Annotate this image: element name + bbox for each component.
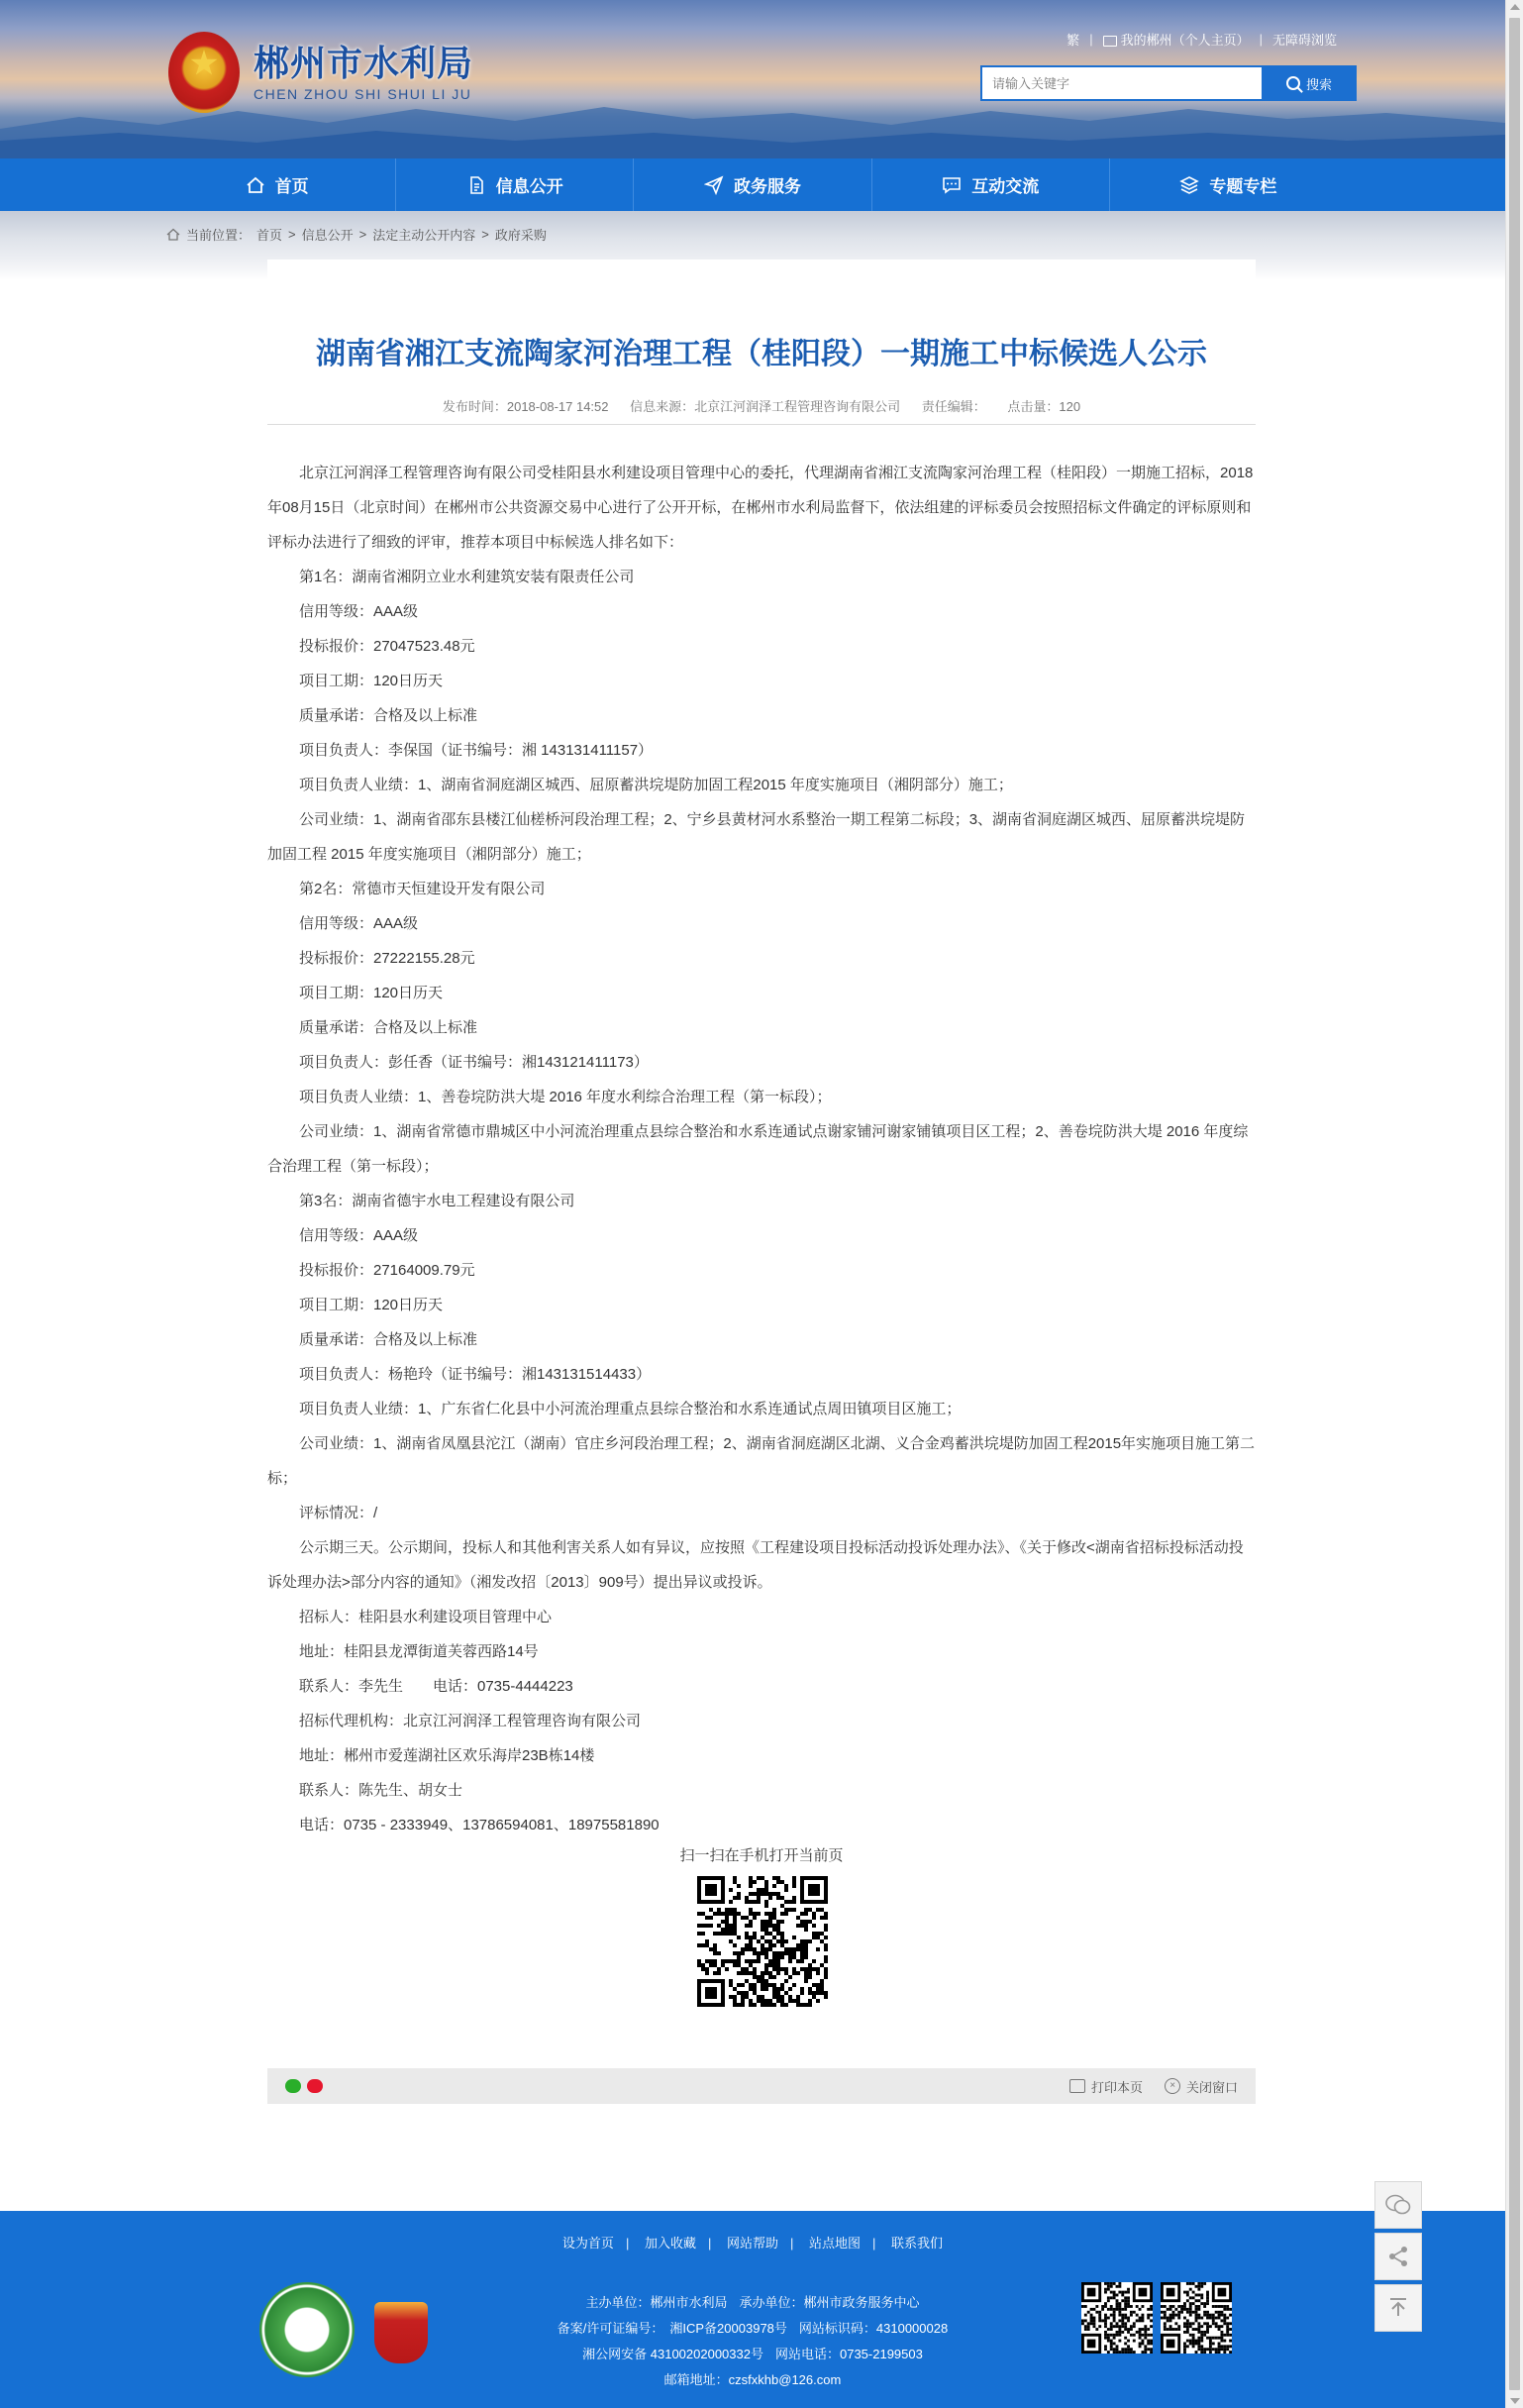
- host-org: 主办单位：郴州市水利局: [585, 2295, 728, 2310]
- undertake-org: 承办单位：郴州市政务服务中心: [739, 2295, 920, 2310]
- article-paragraph: 项目工期：120日历天: [299, 1297, 444, 1313]
- search-button-label: 搜索: [1305, 76, 1332, 92]
- print-label: 打印本页: [1090, 2079, 1143, 2095]
- share-icon: [1386, 2245, 1410, 2268]
- breadcrumb-separator: >: [481, 227, 489, 242]
- site-logo[interactable]: [168, 32, 473, 113]
- article-container: [267, 260, 1256, 2102]
- footer-link-contact[interactable]: 联系我们: [891, 2236, 944, 2251]
- article-paragraph: 招标代理机构：北京江河润泽工程管理咨询有限公司: [299, 1713, 642, 1729]
- article-paragraph: 质量承诺：合格及以上标准: [299, 1019, 478, 1036]
- main-nav: [0, 158, 1505, 211]
- share-icons: [285, 2079, 323, 2093]
- article-paragraph: 联系人：陈先生、胡女士: [299, 1782, 463, 1799]
- nav-label: 信息公开: [495, 177, 563, 196]
- article-paragraph: 第3名：湖南省德宇水电工程建设有限公司: [299, 1193, 575, 1209]
- wechat-share-icon[interactable]: [285, 2079, 301, 2093]
- article-paragraph: 联系人：李先生 电话：0735-4444223: [299, 1678, 573, 1695]
- nav-label: 首页: [274, 177, 309, 196]
- article-title: 湖南省湘江支流陶家河治理工程（桂阳段）一期施工中标候选人公示: [316, 338, 1207, 370]
- article-paragraph: 评标情况：/: [299, 1505, 378, 1521]
- breadcrumb-item[interactable]: 信息公开: [301, 228, 354, 243]
- qr-caption: 扫一扫在手机打开当前页: [679, 1847, 844, 1864]
- nav-label: 政务服务: [734, 177, 801, 196]
- article-paragraph: 投标报价：27047523.48元: [299, 638, 475, 655]
- site-id: 网站标识码：4310000028: [798, 2321, 949, 2336]
- separator: |: [625, 2236, 630, 2251]
- breadcrumb-item[interactable]: 政府采购: [494, 228, 547, 243]
- nav-item-gov-service[interactable]: [634, 158, 871, 211]
- article-paragraph: 质量承诺：合格及以上标准: [299, 707, 478, 724]
- site-email: 邮箱地址：czsfxkhb@126.com: [663, 2372, 842, 2387]
- wechat-float-button[interactable]: [1374, 2181, 1422, 2229]
- article-paragraph: 公司业绩：1、湖南省凤凰县沱江（湖南）官庄乡河段治理工程；2、湖南省洞庭湖区北湖、义合金鸡蓄洪垸堤防加固工程2015年实施项目施工第二标；: [267, 1435, 1256, 1487]
- article-source: 信息来源：北京江河润泽工程管理咨询有限公司: [630, 399, 901, 414]
- separator: |: [1089, 32, 1093, 47]
- article-paragraph: 信用等级：AAA级: [299, 1227, 419, 1244]
- search-icon: [1286, 76, 1300, 90]
- article-paragraph: 投标报价：27164009.79元: [299, 1262, 475, 1279]
- page-qr-code: [697, 1876, 828, 2007]
- article-paragraph: 项目工期：120日历天: [299, 673, 444, 689]
- send-icon: [704, 175, 724, 195]
- publish-date: 发布时间：2018-08-17 14:52: [442, 399, 609, 414]
- breadcrumb-separator: >: [358, 227, 367, 242]
- back-to-top-button[interactable]: [1374, 2284, 1422, 2332]
- article-paragraph: 地址：郴州市爱莲湖社区欢乐海岸23B栋14楼: [299, 1747, 595, 1764]
- share-bar: [267, 2068, 1256, 2104]
- scrollbar-thumb[interactable]: [1509, 18, 1520, 2390]
- chat-icon: [942, 175, 962, 195]
- weibo-share-icon[interactable]: [307, 2079, 323, 2093]
- site-phone: 网站电话：0735-2199503: [774, 2347, 923, 2361]
- close-icon: ×: [1165, 2078, 1180, 2094]
- arrow-up-icon: [1386, 2296, 1410, 2320]
- scroll-down-arrow-icon[interactable]: [1510, 2398, 1520, 2404]
- article-meta: [267, 396, 1256, 415]
- article-paragraph: 项目负责人业绩：1、善卷垸防洪大堤 2016 年度水利综合治理工程（第一标段）；: [299, 1089, 832, 1105]
- floating-toolbar: [1374, 2181, 1422, 2332]
- article-paragraph: 公司业绩：1、湖南省邵东县楼江仙槎桥河段治理工程；2、宁乡县黄材河水系整治一期工程第二标段；3、湖南省洞庭湖区城西、屈原蓄洪垸堤防加固工程 2015 年度实施项目（湘阴部分）施工；: [267, 811, 1246, 863]
- monitor-icon: [1103, 36, 1117, 47]
- article-paragraph: 投标报价：27222155.28元: [299, 950, 475, 967]
- separator: |: [790, 2236, 794, 2251]
- top-links: [1066, 30, 1337, 49]
- article-paragraph: 项目负责人：杨艳玲（证书编号：湘143131514433）: [299, 1366, 652, 1383]
- footer-links: [0, 2233, 1505, 2251]
- nav-item-info-public[interactable]: [396, 158, 634, 211]
- article-paragraph: 第2名：常德市天恒建设开发有限公司: [299, 881, 546, 897]
- printer-icon: [1069, 2079, 1085, 2093]
- footer-link-sitemap[interactable]: 站点地图: [809, 2236, 862, 2251]
- home-icon: [166, 228, 180, 241]
- footer-qr-code: [1161, 2282, 1232, 2354]
- accessibility-link[interactable]: 无障碍浏览: [1271, 33, 1337, 48]
- article-body: [267, 456, 1256, 1842]
- close-window-button[interactable]: [1165, 2077, 1238, 2096]
- police-record[interactable]: 湘公网安备 43100202000332号: [582, 2347, 763, 2361]
- national-emblem-icon: [168, 32, 240, 113]
- article-paragraph: 电话：0735 - 2333949、13786594081、18975581890: [299, 1817, 660, 1833]
- share-actions: [1069, 2077, 1238, 2096]
- separator: |: [1259, 32, 1263, 47]
- layers-icon: [1179, 175, 1199, 195]
- search-button[interactable]: [1262, 65, 1357, 101]
- document-icon: [466, 175, 486, 195]
- article-paragraph: 项目负责人：彭任香（证书编号：湘143121411173）: [299, 1054, 649, 1071]
- breadcrumb-item[interactable]: 法定主动公开内容: [372, 228, 476, 243]
- share-float-button[interactable]: [1374, 2233, 1422, 2280]
- title-divider: [267, 424, 1256, 425]
- footer-link-help[interactable]: 网站帮助: [726, 2236, 778, 2251]
- nav-item-special-topics[interactable]: [1110, 158, 1347, 211]
- article-editor: 责任编辑：: [921, 399, 986, 414]
- icp-number[interactable]: 湘ICP备20003978号: [669, 2321, 787, 2336]
- breadcrumb: [166, 225, 547, 244]
- icp-label: 备案/许可证编号：: [557, 2321, 664, 2336]
- print-button[interactable]: [1069, 2077, 1143, 2096]
- article-paragraph: 北京江河润泽工程管理咨询有限公司受桂阳县水利建设项目管理中心的委托，代理湖南省湘江支流陶家河治理工程（桂阳段）一期施工招标，2018年08月15日（北京时间）在郴州市公共资源交易中心进行了公开开标，在郴州市水利局监督下，依法组建的评标委员会按照招标文件确定的评标原则和评标办法进行了细致的评审，推荐本项目中标候选人排名如下：: [267, 465, 1254, 551]
- traditional-chinese-link[interactable]: 繁: [1066, 33, 1080, 48]
- home-icon: [246, 175, 265, 195]
- footer-link-favorite[interactable]: 加入收藏: [644, 2236, 696, 2251]
- article-paragraph: 项目工期：120日历天: [299, 985, 444, 1001]
- footer-link-set-home[interactable]: 设为首页: [561, 2236, 614, 2251]
- my-chenzhou-link[interactable]: [1103, 30, 1250, 49]
- breadcrumb-item[interactable]: 首页: [256, 228, 283, 243]
- article-paragraph: 项目负责人：李保国（证书编号：湘 143131411157）: [299, 742, 654, 759]
- site-title: 郴州市水利局: [254, 43, 474, 83]
- nav-item-interaction[interactable]: [872, 158, 1110, 211]
- article-paragraph: 信用等级：AAA级: [299, 915, 419, 932]
- site-header: [0, 0, 1505, 158]
- footer-qr-code: [1081, 2282, 1153, 2354]
- article-paragraph: 招标人：桂阳县水利建设项目管理中心: [299, 1609, 553, 1625]
- article-paragraph: 质量承诺：合格及以上标准: [299, 1331, 478, 1348]
- nav-label: 互动交流: [971, 177, 1040, 196]
- article-paragraph: 信用等级：AAA级: [299, 603, 419, 620]
- site-title-en: CHEN ZHOU SHI SHUI LI JU: [254, 86, 472, 102]
- close-label: 关闭窗口: [1185, 2079, 1238, 2095]
- article-paragraph: 项目负责人业绩：1、广东省仁化县中小河流治理重点县综合整治和水系连通试点周田镇项目区施工；: [299, 1401, 962, 1417]
- scroll-up-arrow-icon[interactable]: [1510, 4, 1520, 10]
- separator: |: [872, 2236, 876, 2251]
- breadcrumb-separator: >: [288, 227, 296, 242]
- wechat-icon: [1385, 2194, 1411, 2216]
- page-scrollbar[interactable]: [1505, 0, 1523, 2408]
- footer-info: [0, 2290, 1505, 2393]
- separator: |: [707, 2236, 712, 2251]
- site-footer: [0, 2211, 1505, 2408]
- article-paragraph: 公司业绩：1、湖南省常德市鼎城区中小河流治理重点县综合整治和水系连通试点谢家铺河谢家铺镇项目区工程；2、善卷垸防洪大堤 2016 年度综合治理工程（第一标段）；: [267, 1123, 1249, 1175]
- article-paragraph: 地址：桂阳县龙潭街道芙蓉西路14号: [299, 1643, 539, 1660]
- article-hits: 点击量：120: [1007, 399, 1081, 414]
- search-input[interactable]: [980, 65, 1262, 101]
- nav-item-home[interactable]: [158, 158, 396, 211]
- my-chenzhou-label: 我的郴州（个人主页）: [1120, 33, 1250, 48]
- article-paragraph: 项目负责人业绩：1、湖南省洞庭湖区城西、屈原蓄洪垸堤防加固工程2015 年度实施项目（湘阴部分）施工；: [299, 777, 1013, 793]
- article-paragraph: 公示期三天。公示期间，投标人和其他利害关系人如有异议，应按照《工程建设项目投标活动投诉处理办法》、《关于修改<湖南省招标投标活动投诉处理办法>部分内容的通知》（湘发改招〔2013〕909号）提出异议或投诉。: [267, 1539, 1244, 1591]
- article-paragraph: 第1名：湖南省湘阴立业水利建筑安装有限责任公司: [299, 569, 635, 585]
- search-box: [980, 65, 1357, 101]
- nav-label: 专题专栏: [1209, 177, 1277, 196]
- breadcrumb-prefix: 当前位置：: [186, 228, 252, 243]
